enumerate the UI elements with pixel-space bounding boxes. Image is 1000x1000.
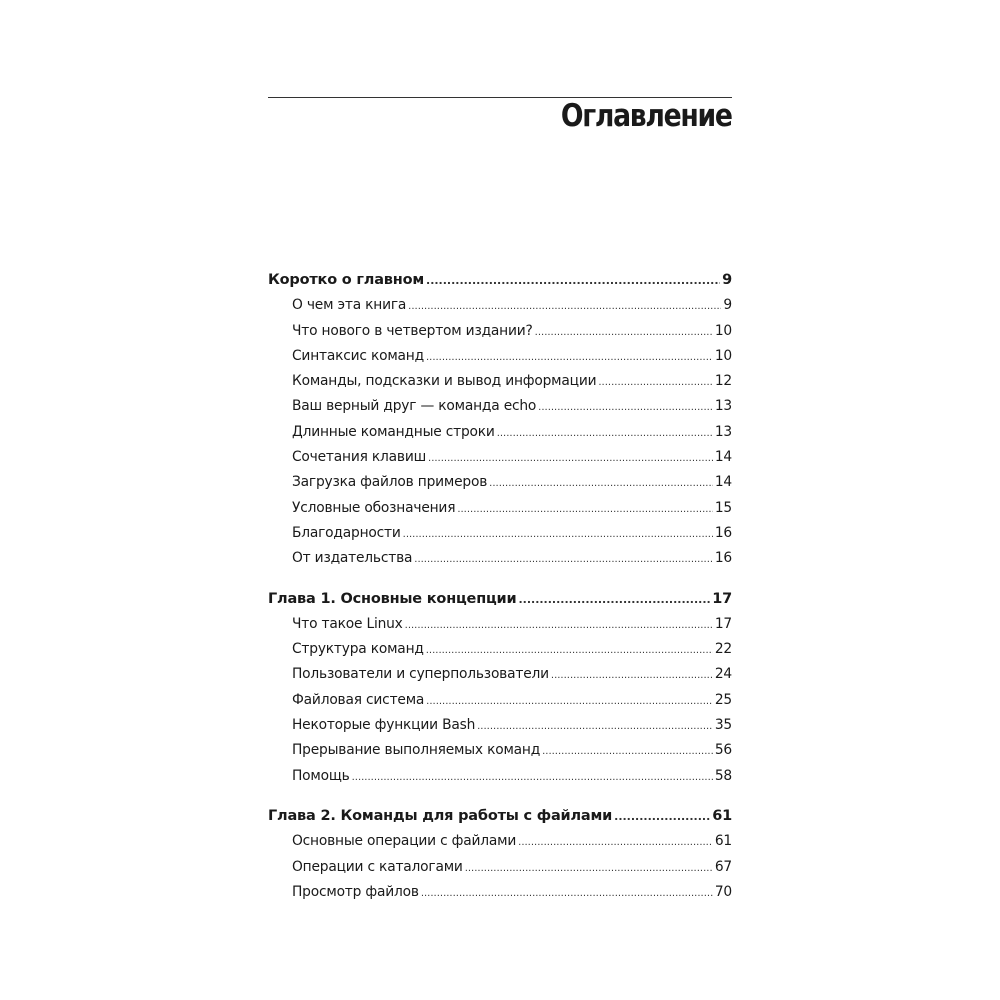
toc-chapter [268,804,732,905]
toc-entry-title: Коротко о главном [268,272,425,288]
toc-page-number: 22 [714,641,732,658]
toc-entry-title: Помощь [292,767,350,784]
toc-entry-title: Глава 2. Команды для работы с файлами [268,807,613,824]
toc-page-number: 17 [712,590,732,607]
dot-leader [542,738,713,763]
toc-entry[interactable] [268,855,732,880]
toc-entry-title: Структура команд [292,641,424,658]
toc-chapter [268,268,732,572]
dot-leader [518,829,713,854]
dot-leader [497,420,713,445]
toc-entry[interactable] [268,319,732,344]
dot-leader [408,293,721,318]
toc-page-number: 16 [714,524,732,541]
dot-leader [428,445,713,470]
toc-page-number: 10 [714,347,732,364]
toc-entry-title: Что такое Linux [292,615,403,632]
toc-entry[interactable] [268,662,732,687]
toc-entry[interactable] [268,293,732,318]
toc-entry-title: Сочетания клавиш [292,449,427,466]
toc-page-number: 14 [714,474,732,491]
toc-entry[interactable] [268,637,732,662]
toc-page-number: 15 [714,499,732,516]
dot-leader [414,546,713,571]
toc-entry[interactable] [268,688,732,713]
dot-leader [465,855,713,880]
dot-leader [403,521,713,546]
toc-entry-title: Файловая система [292,691,425,708]
toc-entry-title: Некоторые функции Bash [292,717,476,734]
dot-leader [426,268,720,293]
toc-page-number: 10 [714,322,732,339]
toc-chapter-heading[interactable] [268,268,732,293]
toc-page-number: 25 [714,691,732,708]
toc-page-number: 61 [712,807,732,824]
dot-leader [426,344,713,369]
toc-page-number: 13 [714,423,732,440]
toc-page-number: 70 [714,883,732,900]
toc-entry[interactable] [268,612,732,637]
toc-chapter [268,587,732,789]
toc-entry[interactable] [268,521,732,546]
toc-entry-title: Ваш верный друг — команда echo [292,398,537,415]
book-page [268,0,732,1000]
toc-page-number: 61 [714,833,732,850]
dot-leader [614,804,710,829]
toc-entry[interactable] [268,420,732,445]
dot-leader [551,662,713,687]
dot-leader [426,688,713,713]
toc-page-number: 35 [714,717,732,734]
dot-leader [518,587,710,612]
toc-entry-title: Пользователи и суперпользователи [292,666,549,683]
toc-entry-title: Что нового в четвертом издании? [292,322,533,339]
dot-leader [477,713,713,738]
dot-leader [352,764,713,789]
toc-chapter-heading[interactable] [268,804,732,829]
toc-entry-title: О чем эта книга [292,297,407,314]
toc-entry-title: Глава 1. Основные концепции [268,590,517,607]
toc-entry[interactable] [268,880,732,905]
toc-entry-title: Условные обозначения [292,499,456,516]
toc-entry-title: Длинные командные строки [292,423,495,440]
dot-leader [405,612,713,637]
toc-entry-title: Команды, подсказки и вывод информации [292,373,597,390]
toc-page-number: 56 [714,742,732,759]
toc-entry-title: Операции с каталогами [292,858,463,875]
toc-entry[interactable] [268,344,732,369]
dot-leader [535,319,713,344]
dot-leader [489,470,713,495]
toc-entry[interactable] [268,369,732,394]
toc-page-number: 67 [714,858,732,875]
dot-leader [421,880,713,905]
toc-page-number: 9 [723,297,732,314]
toc-entry-title: Благодарности [292,524,401,541]
toc-entry[interactable] [268,546,732,571]
toc-chapter-heading[interactable] [268,587,732,612]
toc-page-number: 24 [714,666,732,683]
toc-page-number: 9 [722,272,732,288]
toc-entry-title: Основные операции с файлами [292,833,517,850]
dot-leader [426,637,713,662]
toc-page-number: 14 [714,449,732,466]
toc-entry-title: Синтаксис команд [292,347,424,364]
dot-leader [457,496,713,521]
page-title: Оглавление [561,98,732,134]
toc-entry[interactable] [268,445,732,470]
toc-page-number: 17 [714,615,732,632]
toc-entry-title: Загрузка файлов примеров [292,474,488,491]
toc-page-number: 58 [714,767,732,784]
toc-entry[interactable] [268,829,732,854]
toc-page-number: 16 [714,550,732,567]
toc-page-number: 12 [714,373,732,390]
toc-entry-title: От издательства [292,550,413,567]
toc-page-number: 13 [714,398,732,415]
dot-leader [598,369,712,394]
toc-entry[interactable] [268,764,732,789]
toc-entry[interactable] [268,470,732,495]
dot-leader [538,394,713,419]
table-of-contents [268,268,732,920]
toc-entry[interactable] [268,394,732,419]
toc-entry[interactable] [268,496,732,521]
toc-entry-title: Просмотр файлов [292,883,419,900]
toc-entry[interactable] [268,738,732,763]
toc-entry-title: Прерывание выполняемых команд [292,742,541,759]
toc-entry[interactable] [268,713,732,738]
